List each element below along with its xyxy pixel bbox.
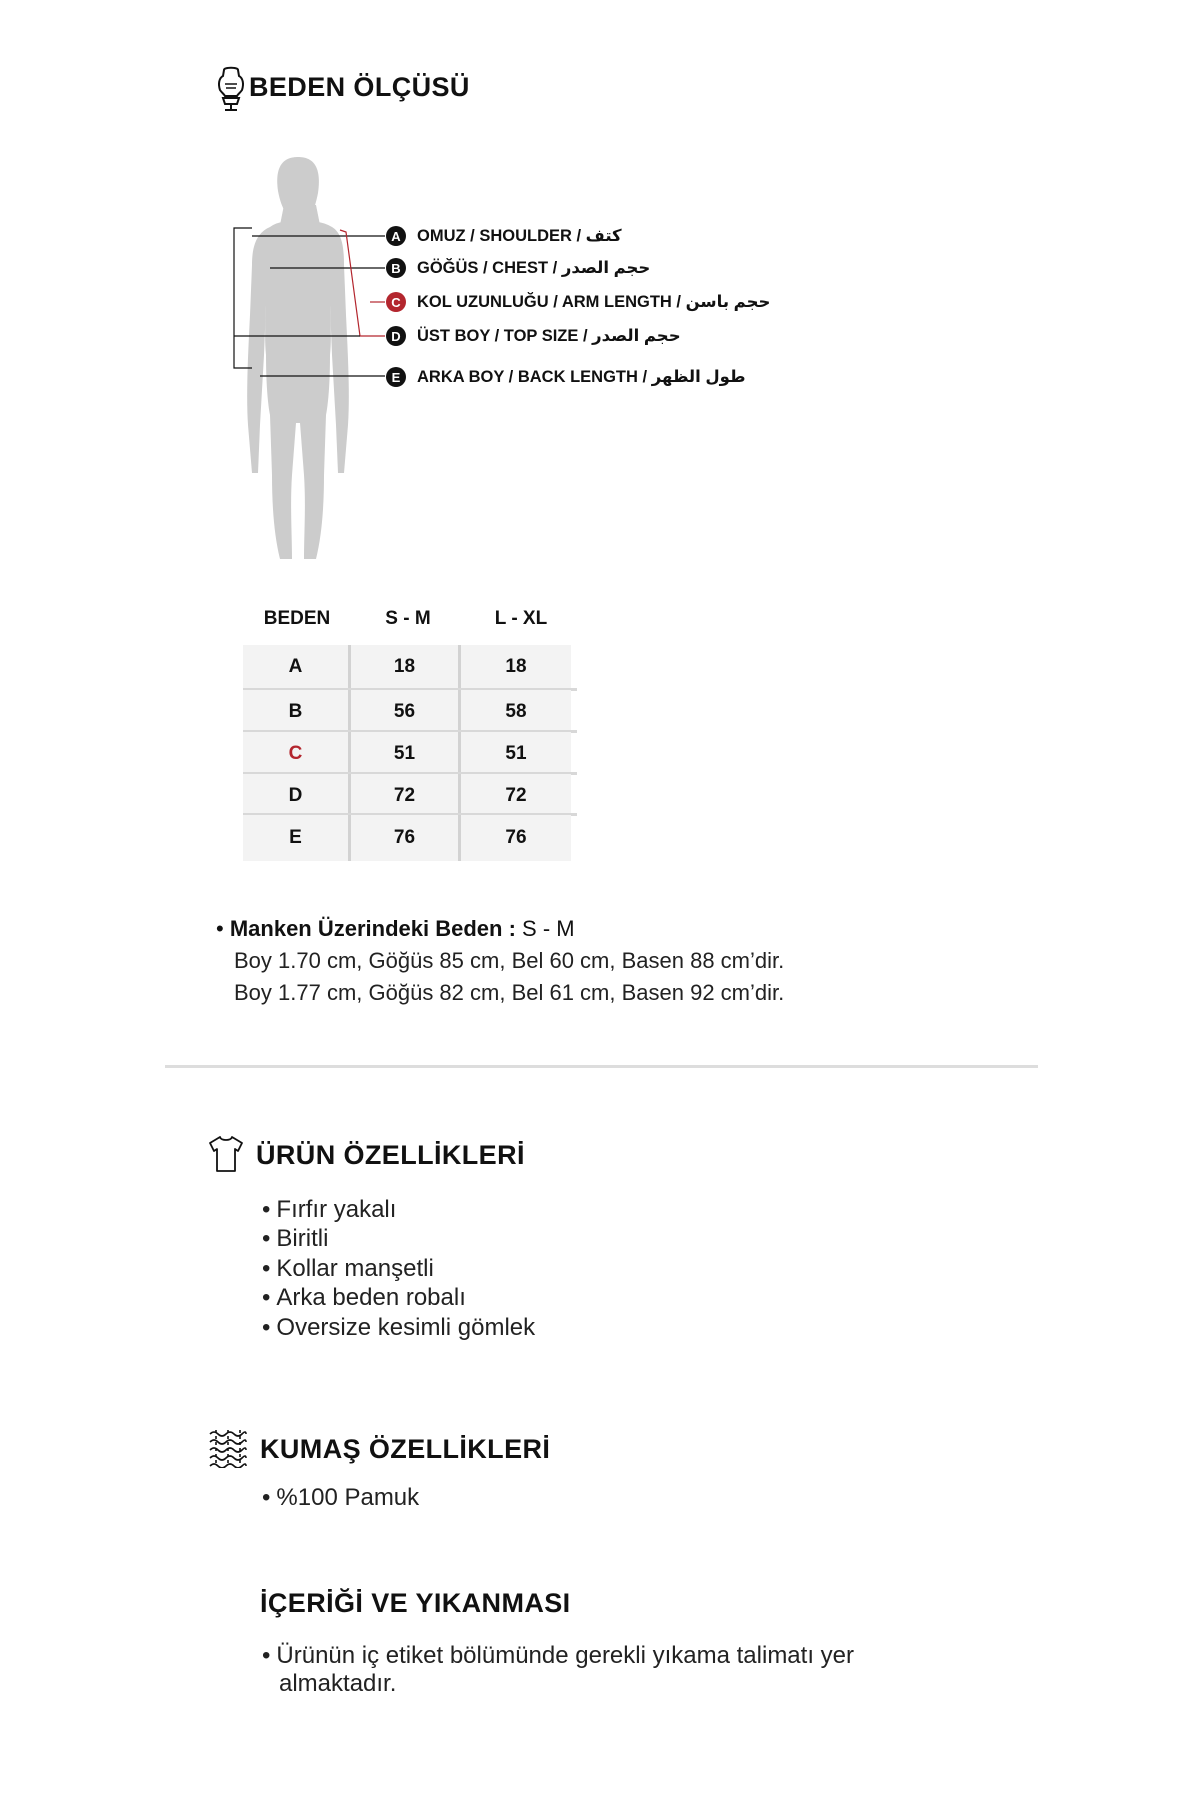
legend-item-a bbox=[386, 226, 622, 246]
list-item: • Arka beden robalı bbox=[262, 1284, 466, 1312]
legend-label-d: ÜST BOY / TOP SIZE / حجم الصدر bbox=[417, 327, 681, 345]
list-item: • Oversize kesimli gömlek bbox=[262, 1314, 535, 1342]
legend-label-c: KOL UZUNLUĞU / ARM LENGTH / حجم باسن bbox=[417, 293, 771, 311]
badge-e: E bbox=[386, 367, 406, 387]
table-cell: B bbox=[243, 690, 351, 734]
list-item: • %100 Pamuk bbox=[262, 1484, 419, 1512]
fabric-pattern-icon bbox=[208, 1428, 248, 1468]
model-size-label: Manken Üzerindeki Beden : bbox=[229, 916, 516, 941]
badge-c: C bbox=[386, 292, 406, 312]
table-cell: D bbox=[243, 774, 351, 818]
fabric-features-title: KUMAŞ ÖZELLİKLERİ bbox=[260, 1434, 551, 1464]
list-item: • Fırfır yakalı bbox=[262, 1196, 396, 1224]
model-size-value: S - M bbox=[522, 916, 575, 941]
mannequin-icon bbox=[216, 66, 246, 112]
legend-item-b bbox=[386, 258, 650, 278]
badge-d: D bbox=[386, 326, 406, 346]
table-cell: C bbox=[243, 732, 351, 776]
table-cell: 18 bbox=[461, 645, 571, 689]
table-row bbox=[243, 645, 577, 689]
tshirt-icon bbox=[208, 1135, 244, 1173]
table-header-lxl: L - XL bbox=[494, 608, 548, 629]
table-cell: 56 bbox=[351, 690, 461, 734]
table-cell: 76 bbox=[461, 815, 571, 861]
table-cell: 58 bbox=[461, 690, 571, 734]
table-row bbox=[243, 774, 577, 818]
table-cell: 51 bbox=[461, 732, 571, 776]
table-header-size: BEDEN bbox=[263, 608, 331, 629]
measurement-lines bbox=[220, 220, 400, 380]
model-measure-line-1: Boy 1.70 cm, Göğüs 85 cm, Bel 60 cm, Basen 88 cm’dir. bbox=[234, 948, 785, 973]
table-cell: 51 bbox=[351, 732, 461, 776]
table-header-sm: S - M bbox=[385, 608, 431, 629]
table-row bbox=[243, 815, 577, 861]
product-features-title: ÜRÜN ÖZELLİKLERİ bbox=[256, 1140, 525, 1170]
table-cell: A bbox=[243, 645, 351, 689]
legend-label-a: OMUZ / SHOULDER / كتف bbox=[417, 227, 622, 245]
table-cell: 72 bbox=[461, 774, 571, 818]
model-measure-line-2: Boy 1.77 cm, Göğüs 82 cm, Bel 61 cm, Basen 92 cm’dir. bbox=[234, 980, 785, 1005]
badge-a: A bbox=[386, 226, 406, 246]
model-size-line bbox=[216, 916, 575, 942]
badge-b: B bbox=[386, 258, 406, 278]
table-cell: E bbox=[243, 815, 351, 861]
table-cell: 76 bbox=[351, 815, 461, 861]
size-chart-title: BEDEN ÖLÇÜSÜ bbox=[249, 72, 470, 102]
section-divider bbox=[165, 1065, 1038, 1068]
care-text-line-2: almaktadır. bbox=[279, 1670, 397, 1697]
legend-item-e bbox=[386, 367, 746, 387]
legend-label-b: GÖĞÜS / CHEST / حجم الصدر bbox=[417, 259, 651, 277]
table-cell: 18 bbox=[351, 645, 461, 689]
table-cell: 72 bbox=[351, 774, 461, 818]
legend-label-e: ARKA BOY / BACK LENGTH / طول الظهر bbox=[417, 368, 746, 386]
bullet-dot: • bbox=[216, 916, 224, 941]
care-text-line-1: • Ürünün iç etiket bölümünde gerekli yıkama talimatı yer bbox=[262, 1642, 854, 1670]
list-item: • Kollar manşetli bbox=[262, 1255, 434, 1283]
table-row bbox=[243, 732, 577, 776]
list-item: • Biritli bbox=[262, 1225, 328, 1253]
legend-item-c bbox=[386, 292, 770, 312]
table-row bbox=[243, 690, 577, 734]
care-title: İÇERİĞİ VE YIKANMASI bbox=[260, 1588, 571, 1618]
legend-item-d bbox=[386, 326, 681, 346]
